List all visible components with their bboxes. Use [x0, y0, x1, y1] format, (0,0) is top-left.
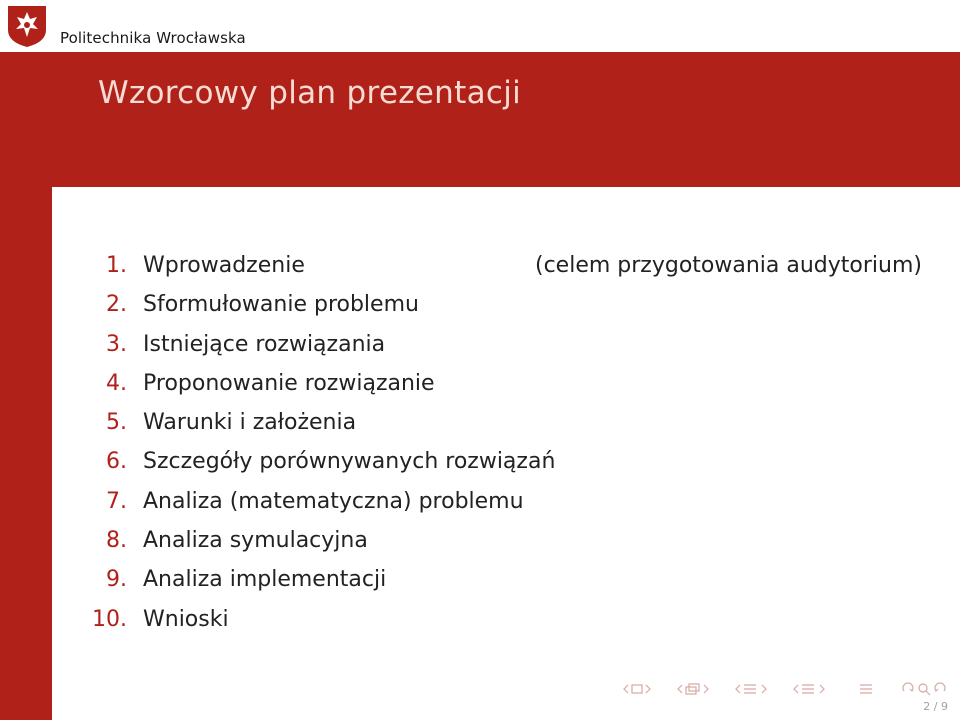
- prev-subsection-icon[interactable]: [678, 685, 682, 693]
- frame-icon[interactable]: [632, 685, 642, 693]
- title-band: [52, 52, 960, 187]
- item-text: Analiza symulacyjna: [143, 528, 368, 554]
- item-number: 6.: [106, 449, 127, 475]
- prev-frame-icon[interactable]: [624, 685, 628, 693]
- document-icon[interactable]: [802, 685, 814, 693]
- item-text: Proponowanie rozwiązanie: [143, 370, 435, 396]
- item-number: 3.: [106, 331, 127, 357]
- section-icon[interactable]: [744, 685, 756, 693]
- item-number: 9.: [106, 567, 127, 593]
- item-text: Sformułowanie problemu: [143, 292, 419, 318]
- item-text: Warunki i założenia: [143, 410, 357, 436]
- header: [0, 0, 960, 52]
- search-icon[interactable]: [919, 684, 930, 695]
- item-text: Wnioski: [143, 606, 229, 632]
- side-note: (celem przygotowania audytorium): [535, 253, 922, 278]
- logo-text: Politechnika Wrocławska: [60, 29, 246, 47]
- item-number: 4.: [106, 370, 127, 396]
- item-number: 7.: [106, 488, 127, 514]
- item-number: 1.: [106, 253, 127, 278]
- item-number: 8.: [106, 528, 127, 554]
- subsection-icon[interactable]: [686, 684, 699, 694]
- next-section-icon[interactable]: [762, 685, 766, 693]
- next-subsection-icon[interactable]: [704, 685, 708, 693]
- item-text: Analiza (matematyczna) problemu: [143, 488, 524, 514]
- item-number: 5.: [106, 410, 127, 436]
- left-sidebar-bar: [0, 52, 52, 720]
- prev-section-icon[interactable]: [736, 685, 740, 693]
- university-logo-icon: [6, 4, 48, 48]
- forward-icon[interactable]: [935, 683, 945, 691]
- next-document-icon[interactable]: [820, 685, 824, 693]
- next-frame-icon[interactable]: [646, 685, 650, 693]
- navigation-controls: [620, 680, 960, 698]
- slide-title: Wzorcowy plan prezentacji: [98, 75, 522, 111]
- prev-document-icon[interactable]: [794, 685, 798, 693]
- item-number: 2.: [106, 292, 127, 318]
- item-text: Szczegóły porównywanych rozwiązań: [143, 449, 556, 475]
- item-text: Istniejące rozwiązania: [143, 331, 386, 357]
- item-text: Analiza implementacji: [143, 567, 387, 593]
- beamer-navigation: [620, 680, 960, 698]
- item-number: 10.: [92, 606, 127, 632]
- appendix-icon[interactable]: [860, 685, 872, 693]
- page-number: 2 / 9: [923, 700, 948, 713]
- back-icon[interactable]: [903, 683, 913, 691]
- item-text: Wprowadzenie: [143, 253, 305, 278]
